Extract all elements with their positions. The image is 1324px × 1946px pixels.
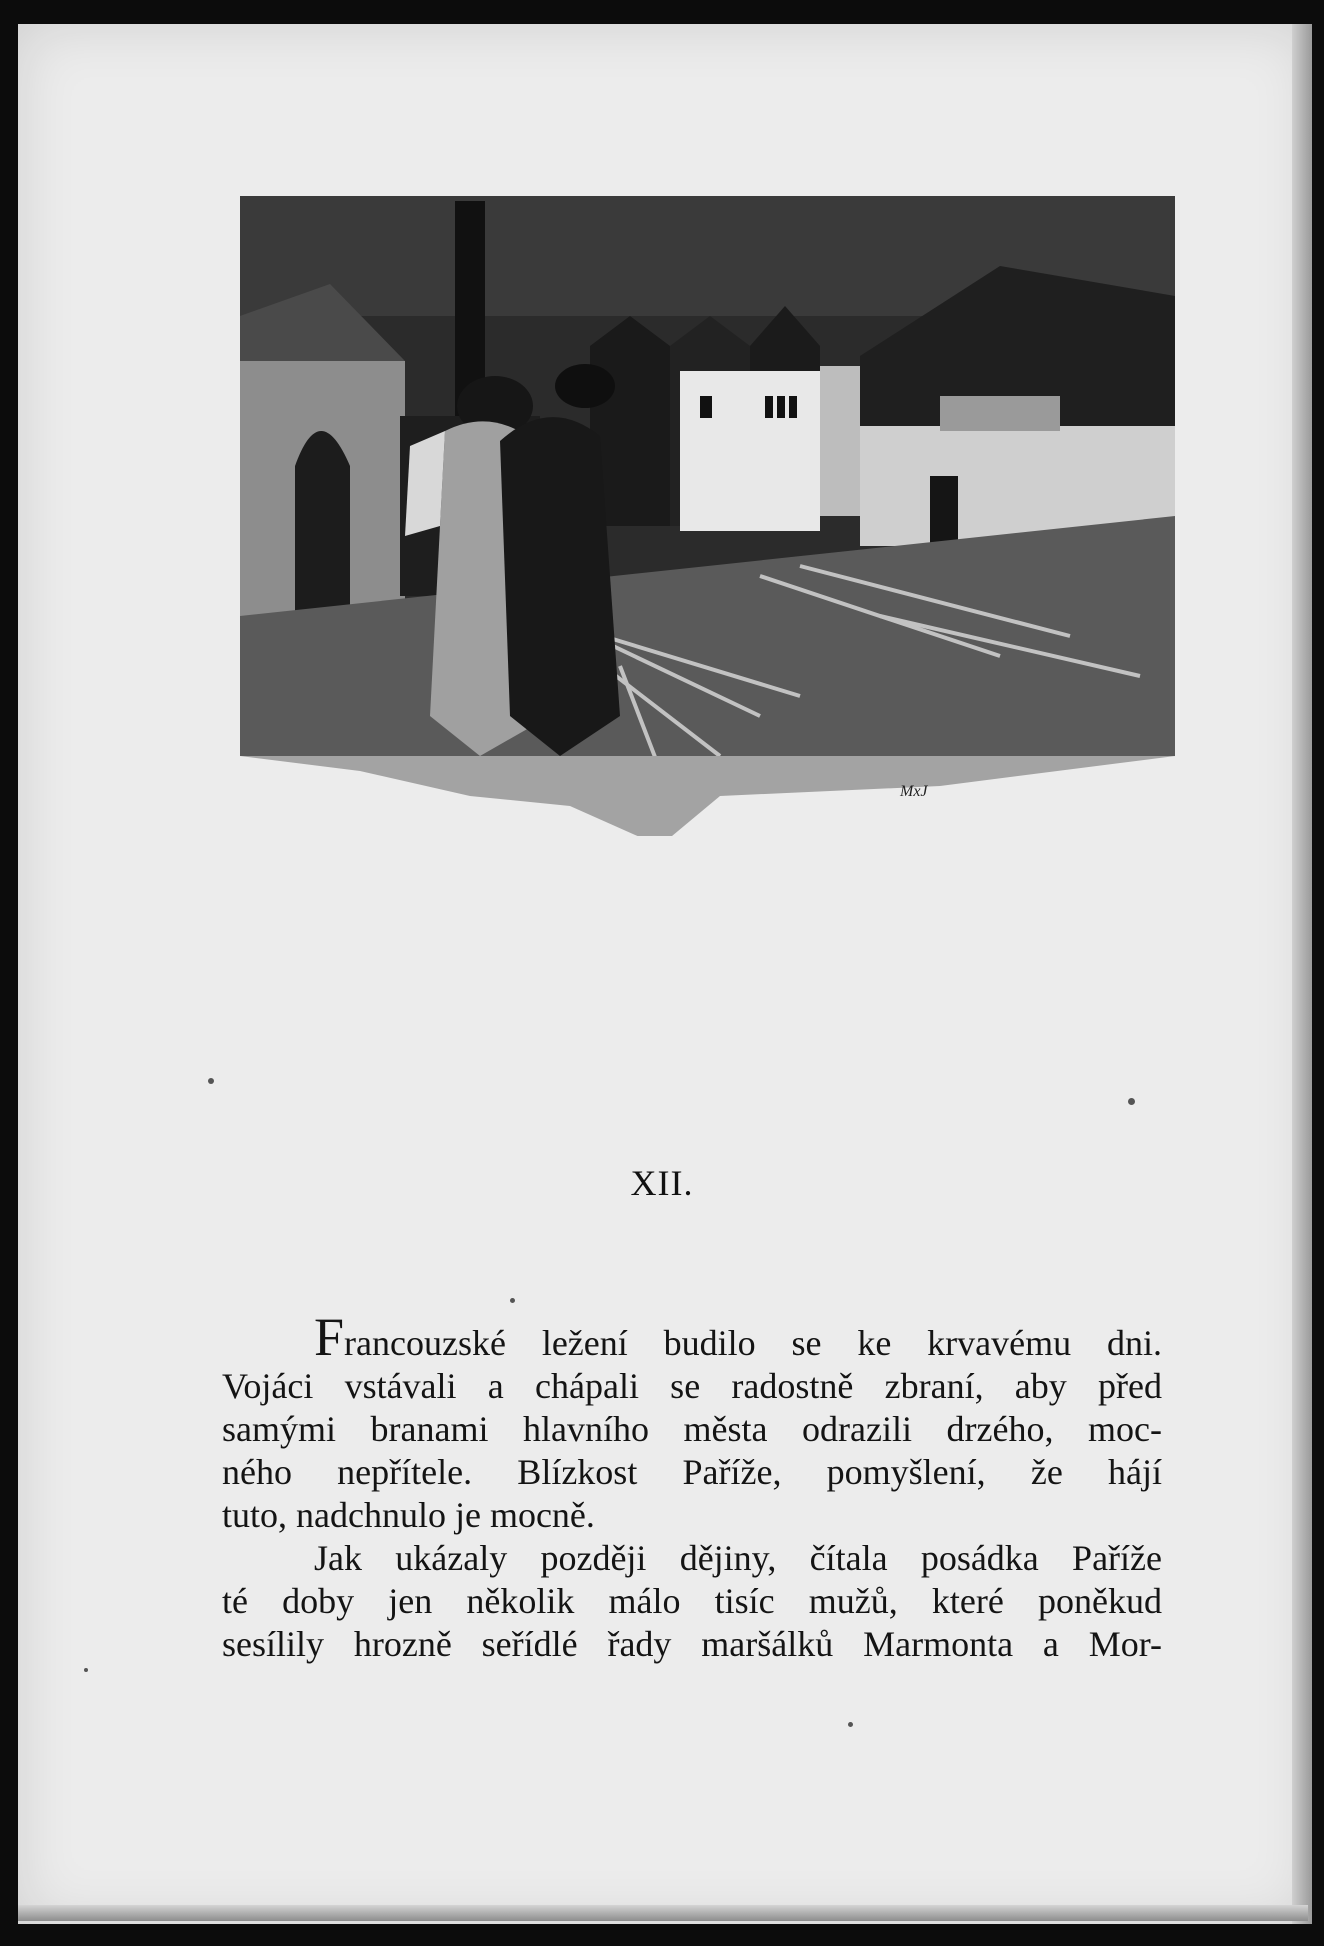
page-edge-right [1292, 24, 1312, 1924]
chapter-heading: XII. [630, 1163, 694, 1203]
body-text [222, 1307, 1162, 1666]
drop-cap: F [314, 1307, 345, 1367]
paragraph-line: tuto, nadchnulo je mocně. [222, 1495, 595, 1535]
print-speck [208, 1078, 214, 1084]
page-edge-bottom [18, 1905, 1308, 1921]
artist-signature: MxJ [900, 783, 928, 800]
paragraph-line: Vojáci vstávali a chápali se radostně zbraní, aby před [222, 1366, 1162, 1406]
paragraph-line: samými branami hlavního města odrazili drzého, moc- [222, 1409, 1162, 1449]
print-speck [848, 1722, 853, 1727]
night-street-scene-illustration [240, 196, 1175, 836]
print-speck [84, 1668, 88, 1672]
paragraph-line: Jak ukázaly později dějiny, čítala posádka Paříže [314, 1538, 1162, 1578]
print-speck [1128, 1098, 1135, 1105]
paragraph-line: ného nepřítele. Blízkost Paříže, pomyšlení, že hájí [222, 1452, 1162, 1492]
print-speck [510, 1298, 515, 1303]
paragraph-line: sesílily hrozně seřídlé řady maršálků Marmonta a Mor- [222, 1624, 1162, 1664]
paragraph-line: té doby jen několik málo tisíc mužů, které poněkud [222, 1581, 1162, 1621]
paragraph-line: Francouzské ležení budilo se ke krvavému dni. [314, 1307, 1162, 1367]
